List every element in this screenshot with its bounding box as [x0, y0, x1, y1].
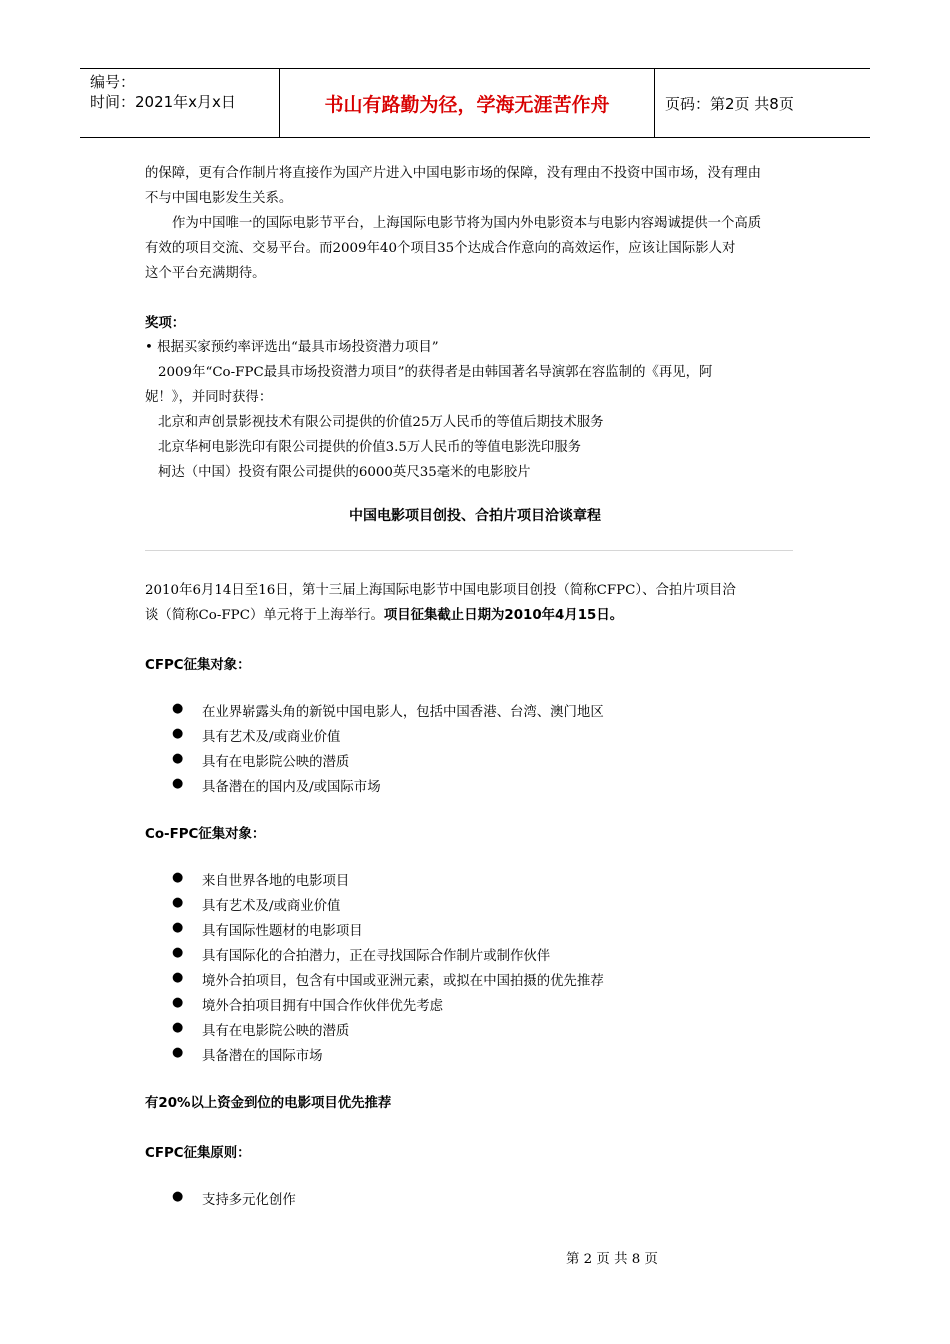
awards-heading: 奖项： [145, 316, 186, 331]
cofpc-item: 境外合拍项目，包含有中国或亚洲元素，或拟在中国拍摄的优先推荐 [202, 974, 604, 989]
priority-note: 有20%以上资金到位的电影项目优先推荐 [145, 1096, 392, 1111]
cfpc-item: 具备潜在的国内及/或国际市场 [202, 780, 381, 795]
awards-desc-line2: 妮！》，并同时获得： [145, 390, 273, 405]
divider [145, 550, 793, 551]
cofpc-item: 来自世界各地的电影项目 [202, 874, 350, 889]
awards-desc-line1: 2009年“Co-FPC最具市场投资潜力项目”的获得者是由韩国著名导演郭在容监制的《再见，阿 [158, 365, 713, 380]
bullet-icon: ● [172, 870, 184, 885]
charter-intro-text: 谈（简称Co-FPC）单元将于上海举行。 [145, 608, 384, 623]
cfpc-heading: CFPC征集对象： [145, 658, 251, 673]
header-meta-cell [80, 69, 280, 137]
bullet-icon: ● [172, 895, 184, 910]
bullet-icon: ● [172, 1189, 184, 1204]
principle-item: 支持多元化创作 [202, 1193, 296, 1208]
charter-title: 中国电影项目创投、合拍片项目洽谈章程 [349, 508, 601, 524]
header-table [80, 68, 870, 138]
bullet-icon: ● [172, 995, 184, 1010]
bullet-icon: ● [172, 751, 184, 766]
cofpc-item: 境外合拍项目拥有中国合作伙伴优先考虑 [202, 999, 444, 1014]
cfpc-item: 在业界崭露头角的新锐中国电影人，包括中国香港、台湾、澳门地区 [202, 705, 604, 720]
charter-intro-line2 [145, 604, 623, 623]
intro-p1-line2: 不与中国电影发生关系。 [145, 191, 293, 206]
intro-p2-line3: 这个平台充满期待。 [145, 266, 266, 281]
intro-p2-line1: 作为中国唯一的国际电影节平台，上海国际电影节将为国内外电影资本与电影内容竭诚提供一个高质 [172, 216, 762, 231]
bullet-icon: ● [172, 1045, 184, 1060]
time-label: 时间：2021年x月x日 [90, 93, 236, 111]
header-page-label: 页码：第2页 共8页 [665, 94, 794, 113]
award-prize: 北京和声创景影视技术有限公司提供的价值25万人民币的等值后期技术服务 [158, 415, 604, 430]
cofpc-item: 具有艺术及/或商业价值 [202, 899, 341, 914]
bullet-icon: ● [172, 701, 184, 716]
charter-intro-line1: 2010年6月14日至16日，第十三届上海国际电影节中国电影项目创投（简称CFPC）、合拍片项目洽 [145, 583, 736, 598]
bullet-icon: ● [172, 920, 184, 935]
awards-item: • 根据买家预约率评选出“最具市场投资潜力项目” [145, 340, 439, 355]
principle-heading: CFPC征集原则： [145, 1146, 251, 1161]
cofpc-heading: Co-FPC征集对象： [145, 827, 266, 842]
bullet-icon: ● [172, 945, 184, 960]
number-label: 编号： [90, 73, 136, 91]
deadline-text: 项目征集截止日期为2010年4月15日。 [383, 608, 624, 623]
cfpc-item: 具有在电影院公映的潜质 [202, 755, 350, 770]
bullet-icon: ● [172, 776, 184, 791]
bullet-icon: ● [172, 970, 184, 985]
cofpc-item: 具有在电影院公映的潜质 [202, 1024, 350, 1039]
header-motto: 书山有路勤为径，学海无涯苦作舟 [280, 69, 655, 137]
intro-p2-line2: 有效的项目交流、交易平台。而2009年40个项目35个达成合作意向的高效运作，应该让国际影人对 [145, 241, 736, 256]
cofpc-item: 具有国际化的合拍潜力，正在寻找国际合作制片或制作伙伴 [202, 949, 551, 964]
bullet-icon: ● [172, 726, 184, 741]
award-prize: 北京华柯电影洗印有限公司提供的价值3.5万人民币的等值电影洗印服务 [158, 440, 582, 455]
award-prize: 柯达（中国）投资有限公司提供的6000英尺35毫米的电影胶片 [158, 465, 531, 480]
cfpc-item: 具有艺术及/或商业价值 [202, 730, 341, 745]
bullet-icon: ● [172, 1020, 184, 1035]
cofpc-item: 具备潜在的国际市场 [202, 1049, 323, 1064]
cofpc-item: 具有国际性题材的电影项目 [202, 924, 363, 939]
page-footer: 第 2 页 共 8 页 [566, 1252, 658, 1267]
intro-p1-line1: 的保障，更有合作制片将直接作为国产片进入中国电影市场的保障，没有理由不投资中国市场，没有理由 [145, 166, 761, 181]
